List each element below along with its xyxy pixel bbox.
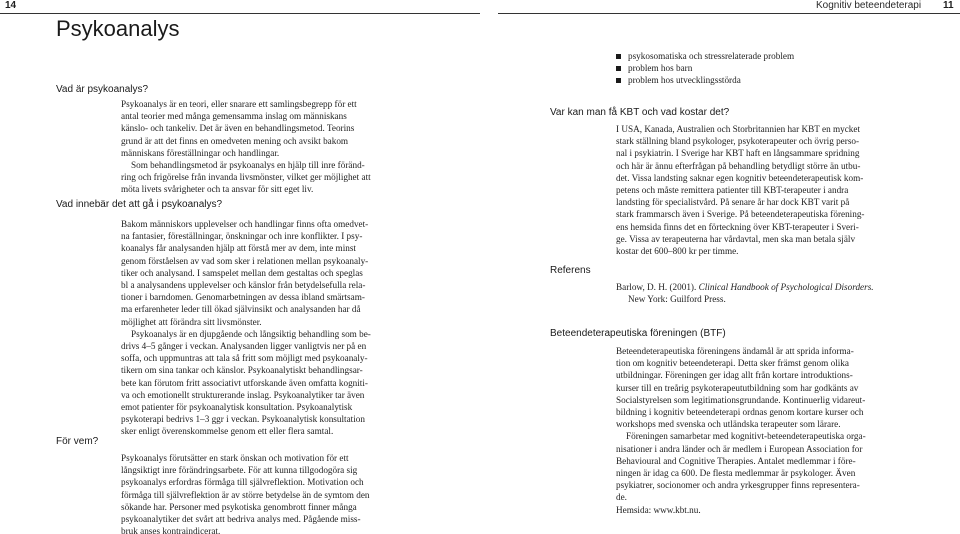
reference-citation [616,281,908,305]
text-line: soffa, och uppmuntras att tala så fritt som möjligt med psykoanaly- [121,353,368,364]
text-line: ge. Vissa av terapeuterna har vårdavtal, men ska man betala själv [616,233,856,244]
text-line: kurser till en treårig psykoterapeututbildning som har godkänts av [616,382,859,393]
text-line: drivs 4–5 gånger i veckan. Analysanden ligger vanligtvis ner på en [121,341,367,352]
bullet-list-block [616,50,908,87]
list-item-text: problem hos barn [628,63,693,74]
text-line: landsting för specialistvård. På senare år har dock KBT varit på [616,197,850,208]
text-line: möjlighet att förändra sitt livsmönster. [121,316,262,327]
text-line: tiker och analysand. I samspelet mellan dem gestaltas och speglas [121,267,363,278]
text-line: psykiatrer, socionomer och andra yrkesgrupper finns representera- [616,480,860,491]
text-line: tikern om sina tankar och känslor. Psykoanalytiskt behandlingsar- [121,365,363,376]
heading-for-vem: För vem? [56,436,99,447]
text-line: det. Vissa landsting saknar egen kognitiv beteendeterapeutisk kom- [616,172,864,183]
reference-title: Clinical Handbook of Psychological Disorders. [698,282,874,292]
list-item [616,74,908,86]
text-line: psykoanalytiker det svårt att bedriva analys med. Pågående miss- [121,514,361,525]
list-item-text: problem hos utvecklingsstörda [628,75,741,86]
chapter-title: Psykoanalys [56,16,180,41]
bullet-list [616,50,908,87]
text-line: koanalys får analysanden hjälp att förstå mer av dem, inte minst [121,243,356,254]
section-btf-paragraph-1 [616,345,908,430]
btf-website: Hemsida: www.kbt.nu. [616,504,701,515]
text-line: Behavioural and Cognitive Therapies. Antalet medlemmar i före- [616,455,856,466]
text-line: psykoterapi bedrivs 1–3 ggr i veckan. Psykoanalytisk konsultation [121,414,365,425]
text-line: workshops med svenska och utländska terapeuter som lärare. [616,419,841,430]
reference-publisher: New York: Guilford Press. [628,294,726,305]
text-line: petens och måste remittera patienter till KBT-terapeuter i andra [616,185,849,196]
section-3-body [121,452,413,534]
text-line: Bakom människors upplevelser och handlingar finns ofta omedvet- [121,219,369,229]
text-line: långsiktigt inre förändringsarbete. För att kunna tillgodogöra sig [121,465,358,476]
bullet-square-icon [616,78,621,83]
text-line: känslo- och tankeliv. Det är även en behandlingsmetod. Teorins [121,123,355,134]
list-item [616,50,908,62]
text-line: Föreningen samarbetar med kognitivt-beteendeterapeutiska orga- [626,431,866,442]
bullet-square-icon [616,66,621,71]
section-kbt-body [616,123,908,257]
text-line: bl a analysandens upplevelser och känslor från betydelsefulla rela- [121,280,366,291]
list-item-text: psykosomatiska och stressrelaterade problem [628,51,795,61]
text-line: tioner i barndomen. Genomarbetningen av dessa ibland smärtsam- [121,292,365,303]
bullet-square-icon [616,54,621,59]
text-line: psykoanalys erfordras förmåga till självreflektion. Motivation och [121,477,364,488]
section-btf-body [616,345,908,516]
text-line: genom förståelsen av vad som sker i relationen mellan psykoanaly- [121,255,369,266]
text-line: Beteendeterapeutiska föreningens ändamål är att sprida informa- [616,346,854,356]
section-1-paragraph-1 [121,98,413,159]
text-line: kostar det 600–800 kr per timme. [616,246,739,257]
text-line: förmåga till självreflektion är av större betydelse än de symtom den [121,489,370,500]
text-line: människans föreställningar och handlingar. [121,147,280,158]
section-kbt-paragraph [616,123,908,257]
text-line: antal teorier med många gemensamma inslag om människans [121,111,347,122]
list-item [616,62,908,74]
text-line: Socialstyrelsen som legitimationsgrundande. Kontinuerlig vidareut- [616,394,866,405]
running-head: Kognitiv beteendeterapi [816,0,922,11]
heading-btf: Beteendeterapeutiska föreningen (BTF) [550,328,726,339]
text-line: tion om kognitiv beteendeterapi. Detta sker främst genom olika [616,358,849,369]
text-line: Psykoanalys är en djupgående och långsiktig behandling som be- [131,328,371,339]
section-2-body [121,218,413,438]
text-line: Psykoanalys förutsätter en stark önskan och motivation för ett [121,453,349,463]
text-line: stark frammarsch även i Sverige. På beteendeterapeutiska förening- [616,209,865,220]
text-line: ring och frigörelse från invanda livsmönster, vilket ger möjlighet att [121,172,371,183]
section-3-paragraph [121,452,413,534]
text-line: sökande har. Personer med psykotiska genombrott finner många [121,501,357,512]
text-line: utbildningar. Föreningen ger idag allt från kortare introduktions- [616,370,853,381]
text-line: grund är att det finns en omedveten mening och avsikt bakom [121,135,349,146]
section-1-paragraph-2 [121,159,413,196]
section-2-paragraph-2 [121,328,413,438]
heading-referens: Referens [550,265,591,276]
header-rule-right [498,13,960,14]
page-number-right: 11 [943,0,954,11]
text-line: bruk anses kontraindicerat. [121,526,221,534]
heading-var-kan-man-fa-kbt: Var kan man få KBT och vad kostar det? [550,107,730,118]
text-line: va och emotionellt strukturerande inslag. Psykoanalytiker tar även [121,389,365,400]
text-line: ningen är idag ca 600. De flesta medlemmar är psykologer. Även [616,468,856,479]
text-line: Som behandlingsmetod är psykoanalys en hjälp till inre föränd- [131,160,365,171]
text-line: emot patienter för psykoanalytisk konsultation. Psykoanalytisk [121,402,353,413]
text-line: Psykoanalys är en teori, eller snarare ett samlingsbegrepp för ett [121,99,357,109]
text-line: nisationer i andra länder och är medlem i European Association for [616,443,863,454]
heading-vad-innebar: Vad innebär det att gå i psykoanalys? [56,199,223,210]
text-line: ens hemsida finns det en förteckning över KBT-terapeuter i Sveri- [616,221,859,232]
text-line: I USA, Kanada, Australien och Storbritannien har KBT en mycket [616,124,861,134]
text-line: stark ställning bland psykologer, psykoterapeuter och övrig perso- [616,136,860,147]
section-2-paragraph-1 [121,218,413,328]
text-line: och här är ännu efterfrågan på behandling betydligt större än utbu- [616,160,861,171]
text-line: bete kan förutom fritt associativt utforskande även omfatta kogniti- [121,377,368,388]
section-btf-paragraph-2 [616,430,908,503]
reference-author: Barlow, D. H. (2001). [616,282,699,292]
text-line: nal i psykiatrin. I Sverige har KBT haft en långsammare spridning [616,148,860,159]
page-number-left: 14 [5,0,17,11]
text-line: de. [616,492,627,503]
right-page [480,0,960,534]
heading-vad-ar-psykoanalys: Vad är psykoanalys? [56,84,149,95]
reference-entry [616,281,908,305]
section-1-body [121,98,413,196]
text-line: bildning i kognitiv beteendeterapi ordnas genom kortare kurser och [616,407,864,418]
text-line: na fantasier, föreställningar, önskningar och inre konflikter. I psy- [121,231,363,242]
text-line: ma erfarenheter leder till ökad självinsikt och analysanden har då [121,304,361,315]
text-line: möta livets svårigheter och ta ansvar för sitt eget liv. [121,184,314,195]
text-line: sker enligt överenskommelse genom ett eller flera samtal. [121,426,334,437]
